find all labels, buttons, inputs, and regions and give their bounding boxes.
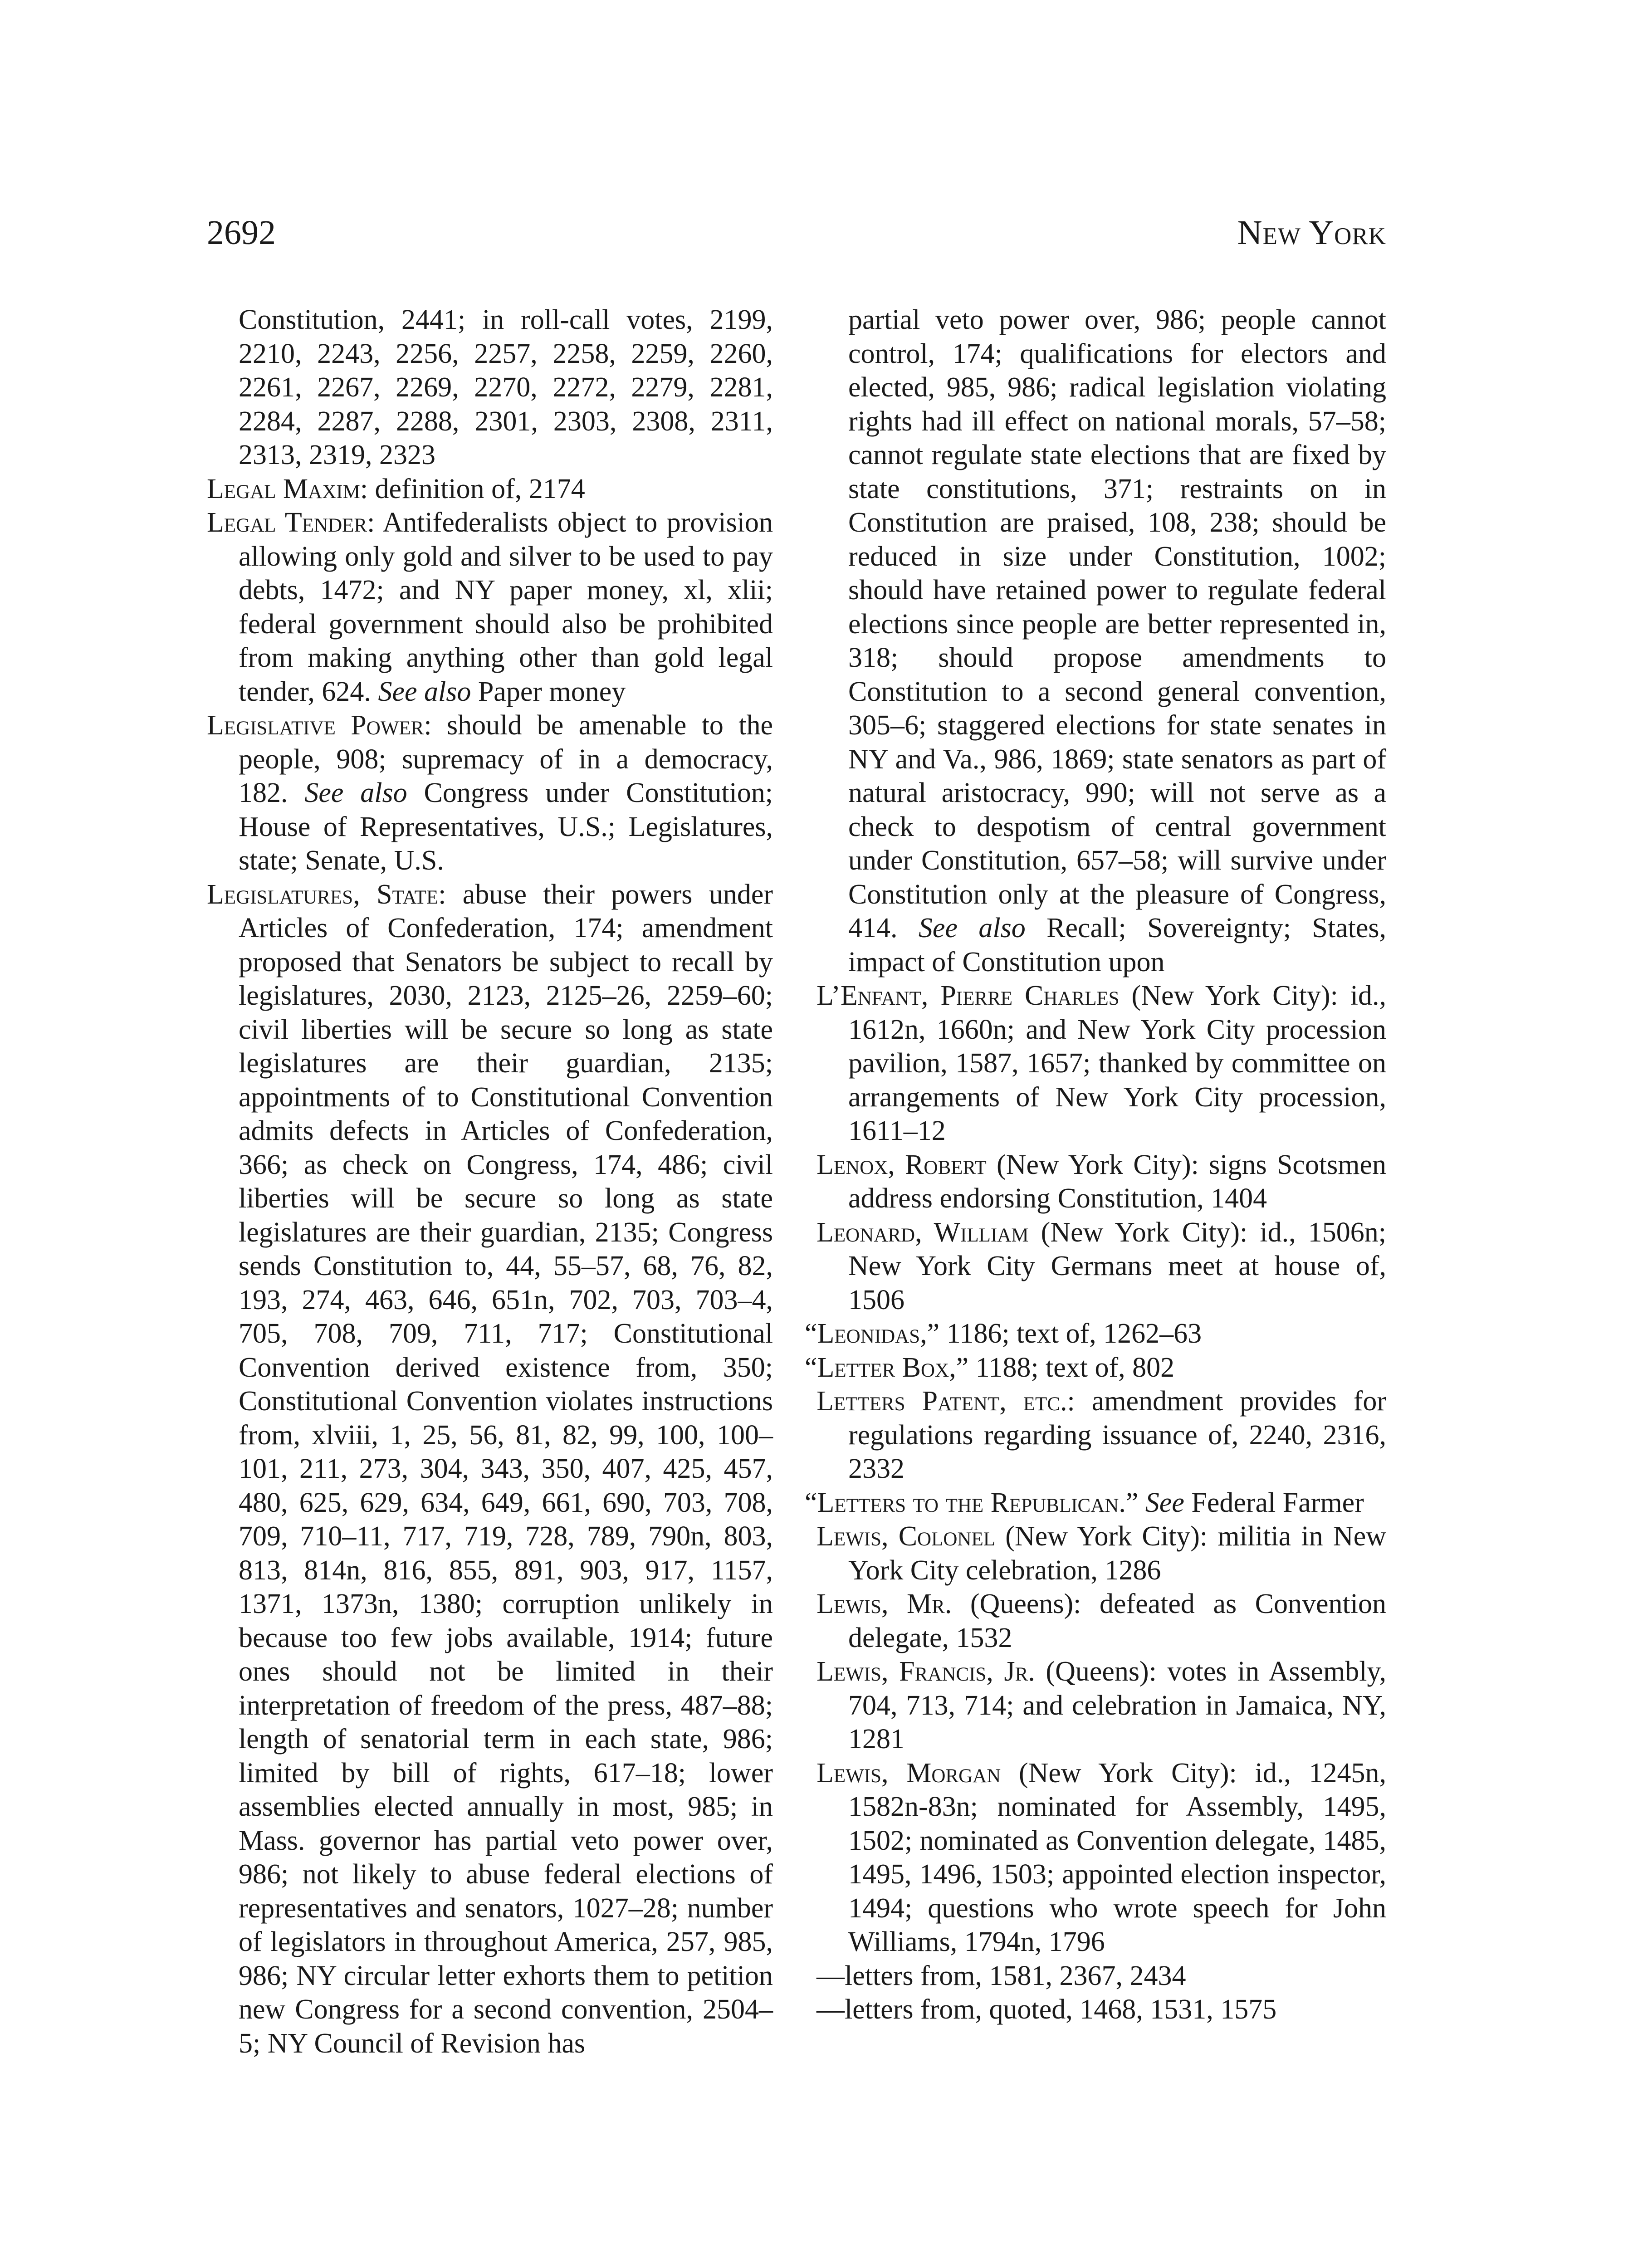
entry-text: [1138, 1487, 1145, 1518]
index-subentry: [816, 1993, 1386, 2027]
index-entry: [805, 1317, 1386, 1351]
index-entry: [816, 1216, 1386, 1317]
page-number: 2692: [207, 214, 276, 252]
index-entry-continuation: [816, 303, 1386, 979]
entry-text: : amendment provides for regulations regarding issuance of, 2240, 2316, 2332: [848, 1386, 1386, 1484]
entry-text: —letters from, 1581, 2367, 2434: [816, 1960, 1186, 1991]
see-reference: See: [1145, 1487, 1184, 1518]
entry-text: : definition of, 2174: [360, 473, 585, 504]
entry-text: (New York City): id., 1245n, 1582n-83n; nominated for Assembly, 1495, 1502; nominated as Convention delegate, 1485, 1495, 1496, 1503; appointed election inspector, 1494; questions who wrote speech for John Williams, 1794n, 1796: [848, 1757, 1387, 1957]
index-entry: [207, 878, 773, 2061]
entry-headword: “Letters to the Republican.”: [805, 1487, 1139, 1518]
entry-headword: L’Enfant, Pierre Charles: [816, 980, 1120, 1011]
right-column: [805, 303, 1387, 2027]
index-entry: [207, 472, 773, 506]
entry-text: 1186; text of, 1262–63: [939, 1318, 1202, 1349]
index-entry: [805, 1351, 1386, 1385]
index-subentry: [816, 1959, 1386, 1993]
index-entry: [816, 1655, 1386, 1756]
entry-headword: Lewis, Mr.: [816, 1589, 952, 1619]
entry-text: (Queens): votes in Assembly, 704, 713, 714; and celebration in Jamaica, NY, 1281: [848, 1656, 1386, 1755]
entry-headword: Legislatures, State: [207, 879, 439, 910]
entry-text: (New York City): signs Scotsmen address endorsing Constitution, 1404: [848, 1149, 1386, 1214]
index-entry: [816, 1520, 1386, 1587]
index-entry: [207, 506, 773, 709]
entry-headword: Lewis, Morgan: [816, 1757, 1001, 1789]
entry-text: (New York City): militia in New York City celebration, 1286: [848, 1521, 1386, 1586]
see-also-reference: See also: [378, 676, 471, 707]
index-entry: [816, 1756, 1386, 1959]
entry-text: (New York City): id., 1506n; New York City Germans meet at house of, 1506: [848, 1217, 1386, 1315]
entry-text: : should be amenable to the people, 908; supremacy of in a democracy, 182.: [239, 710, 773, 808]
entry-headword: Legislative Power: [207, 710, 424, 741]
index-entry: [816, 1384, 1386, 1486]
entry-headword: Legal Tender: [207, 507, 367, 538]
running-title: New York: [1237, 214, 1386, 252]
entry-text: Congress under Constitution; House of Representatives, U.S.; Legislatures, state; Senate, U.S.: [239, 777, 773, 876]
index-entry: [816, 1148, 1386, 1216]
index-entry: [207, 709, 773, 878]
entry-text: : Antifederalists object to provision allowing only gold and silver to be used to pay debts, 1472; and NY paper money, xl, xlii; federal government should also be prohibited from making anything other than gold legal tender, 624.: [239, 507, 773, 707]
entry-headword: Leonard, William: [816, 1217, 1029, 1248]
entry-headword: Lewis, Francis, Jr.: [816, 1656, 1035, 1687]
entry-headword: Lenox, Robert: [816, 1149, 987, 1180]
entry-text: 1188; text of, 802: [968, 1352, 1175, 1383]
index-entry-continuation: [207, 303, 773, 472]
entry-text: Paper money: [471, 676, 626, 707]
see-also-reference: See also: [918, 913, 1026, 943]
entry-text: partial veto power over, 986; people cannot control, 174; qualifications for electors and elected, 985, 986; radical legislation violating rights had ill effect on national morals, 57–58; cannot regulate state elections that are fixed by state constitutions, 371; restraints on in Constitution are praised, 108, 238; should be reduced in size under Constitution, 1002; should have retained power to regulate federal elections since people are better represented in, 318; should propose amendments to Constitution to a second general convention, 305–6; staggered elections for state senates in NY and Va., 986, 1869; state senators as part of natural aristocracy, 990; will not serve as a check to despotism of central government under Constitution, 657–58; will survive under Constitution only at the pleasure of Congress, 414.: [848, 304, 1386, 943]
left-column: [207, 303, 773, 2060]
index-entry: [816, 979, 1386, 1148]
entry-text: Recall; Sovereignty; States, impact of Constitution upon: [848, 913, 1387, 978]
entry-headword: “Letter Box,”: [805, 1352, 969, 1383]
entry-headword: “Leonidas,”: [805, 1318, 940, 1349]
index-entry: [816, 1587, 1386, 1655]
entry-text: —letters from, quoted, 1468, 1531, 1575: [816, 1994, 1277, 2025]
index-entry: [805, 1486, 1386, 1520]
entry-headword: Letters Patent, etc.: [816, 1386, 1067, 1417]
entry-headword: Legal Maxim: [207, 473, 360, 504]
entry-text: (New York City): id., 1612n, 1660n; and New York City procession pavilion, 1587, 1657; thanked by committee on arrangements of New York City procession, 1611–12: [848, 980, 1386, 1146]
entry-text: : abuse their powers under Articles of Confederation, 174; amendment proposed that Senators be subject to recall by legislatures, 2030, 2123, 2125–26, 2259–60; civil liberties will be secure so long as state legislatures are their guardian, 2135; appointments of to Constitutional Convention admits defects in Articles of Confederation, 366; as check on Congress, 174, 486; civil liberties will be secure so long as state legislatures are their guardian, 2135; Congress sends Constitution to, 44, 55–57, 68, 76, 82, 193, 274, 463, 646, 651n, 702, 703, 703–4, 705, 708, 709, 711, 717; Constitutional Convention derived existence from, 350; Constitutional Convention violates instructions from, xlviii, 1, 25, 56, 81, 82, 99, 100, 100–101, 211, 273, 304, 343, 350, 407, 425, 457, 480, 625, 629, 634, 649, 661, 690, 703, 708, 709, 710–11, 717, 719, 728, 789, 790n, 803, 813, 814n, 816, 855, 891, 903, 917, 1157, 1371, 1373n, 1380; corruption unlikely in because too few jobs available, 1914; future ones should not be limited in their interpretation of freedom of the press, 487–88; length of senatorial term in each state, 986; limited by bill of rights, 617–18; lower assemblies elected annually in most, 985; in Mass. governor has partial veto power over, 986; not likely to abuse federal elections of representatives and senators, 1027–28; number of legislators in throughout America, 257, 985, 986; NY circular letter exhorts them to petition new Congress for a second convention, 2504–5; NY Council of Revision has: [239, 879, 773, 2059]
entry-text: (Queens): defeated as Convention delegate, 1532: [848, 1589, 1386, 1653]
entry-text: Federal Farmer: [1184, 1487, 1364, 1518]
entry-text: Constitution, 2441; in roll-call votes, 2199, 2210, 2243, 2256, 2257, 2258, 2259, 2260, 2261, 2267, 2269, 2270, 2272, 2279, 2281, 2284, 2287, 2288, 2301, 2303, 2308, 2311, 2313, 2319, 2323: [239, 304, 773, 470]
entry-headword: Lewis, Colonel: [816, 1521, 996, 1552]
see-also-reference: See also: [304, 777, 407, 808]
